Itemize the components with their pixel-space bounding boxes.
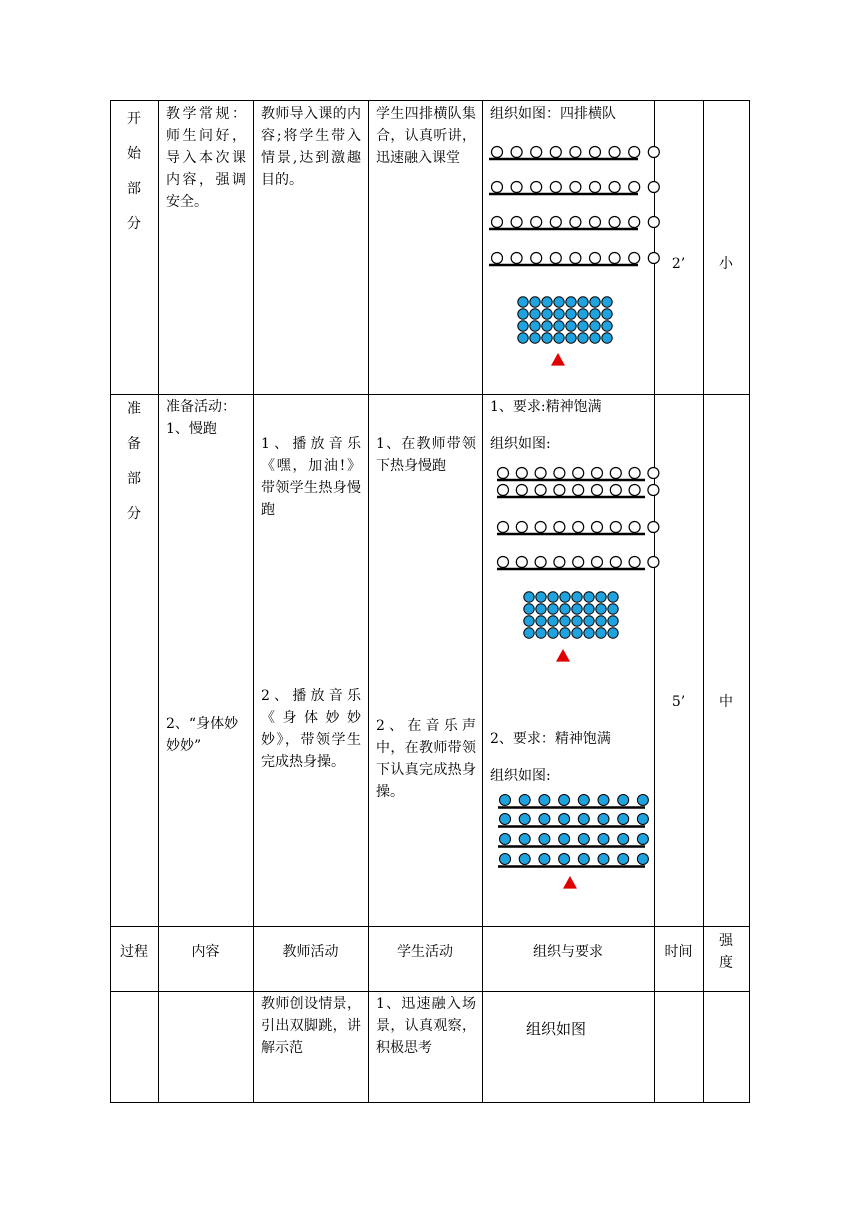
hollow-student-icon — [573, 468, 584, 479]
student-dot-icon — [524, 616, 534, 626]
hollow-student-icon — [590, 217, 601, 228]
student-dot-icon — [578, 854, 589, 865]
student-dot-icon — [519, 814, 530, 825]
student-dot-icon — [554, 333, 564, 343]
hollow-student-icon — [609, 182, 620, 193]
hollow-student-icon — [648, 468, 659, 479]
student-dot-icon — [584, 604, 594, 614]
stage-label-prep: 准 备 部 分 — [127, 401, 141, 522]
hollow-student-icon — [492, 253, 503, 264]
student-dot-icon — [598, 834, 609, 845]
header-content: 内容 — [191, 944, 220, 960]
student-dot-icon — [500, 795, 511, 806]
hollow-student-icon — [610, 557, 621, 568]
student-dot-icon — [566, 309, 576, 319]
student-dot-icon — [618, 854, 629, 865]
hollow-student-icon — [629, 468, 640, 479]
student-dot-icon — [530, 309, 540, 319]
student-dot-icon — [530, 321, 540, 331]
prep-student-activity-2: 2、在音乐声中，在教师带领下认真完成热身操。 — [376, 718, 476, 800]
student-dot-icon — [596, 616, 606, 626]
header-time: 时间 — [664, 944, 693, 960]
teacher-triangle-icon — [563, 876, 577, 889]
student-dot-icon — [578, 297, 588, 307]
hollow-student-icon — [629, 253, 640, 264]
student-dot-icon — [572, 616, 582, 626]
hollow-student-icon — [511, 147, 522, 158]
student-dot-icon — [539, 834, 550, 845]
student-dot-icon — [578, 834, 589, 845]
hollow-student-icon — [592, 468, 603, 479]
hollow-student-icon — [550, 217, 561, 228]
student-dot-icon — [519, 834, 530, 845]
student-dot-icon — [536, 604, 546, 614]
hollow-student-icon — [570, 253, 581, 264]
student-dot-icon — [559, 854, 570, 865]
hollow-student-icon — [570, 182, 581, 193]
student-dot-icon — [548, 592, 558, 602]
student-dot-icon — [524, 628, 534, 638]
student-dot-icon — [566, 333, 576, 343]
student-dot-icon — [608, 592, 618, 602]
student-dot-icon — [554, 321, 564, 331]
start-org-title: 组织如图：四排横队 — [490, 106, 616, 122]
hollow-student-icon — [550, 253, 561, 264]
student-dot-icon — [618, 814, 629, 825]
hollow-student-icon — [492, 147, 503, 158]
start-teacher-activity: 教师导入课的内容;将学生带入情景,达到激趣目的。 — [261, 106, 361, 188]
student-dot-icon — [608, 616, 618, 626]
student-dot-icon — [554, 309, 564, 319]
student-dot-icon — [608, 628, 618, 638]
prep-time: 5’ — [671, 694, 686, 710]
hollow-student-icon — [550, 182, 561, 193]
hollow-student-icon — [511, 182, 522, 193]
student-dot-icon — [560, 628, 570, 638]
student-dot-icon — [554, 297, 564, 307]
hollow-student-icon — [498, 557, 509, 568]
hollow-student-icon — [570, 147, 581, 158]
hollow-student-icon — [554, 557, 565, 568]
student-dot-icon — [530, 297, 540, 307]
teacher-triangle-icon — [556, 649, 570, 662]
prep-teacher-activity-1: 1、播放音乐《嘿，加油!》带领学生热身慢跑 — [261, 436, 361, 518]
student-dot-icon — [536, 592, 546, 602]
hollow-student-icon — [610, 468, 621, 479]
student-dot-icon — [637, 854, 648, 865]
student-dot-icon — [584, 628, 594, 638]
hollow-student-icon — [570, 217, 581, 228]
hollow-student-icon — [648, 182, 659, 193]
student-dot-icon — [596, 592, 606, 602]
hollow-student-icon — [629, 217, 640, 228]
student-dot-icon — [560, 592, 570, 602]
student-dot-icon — [618, 834, 629, 845]
student-dot-icon — [578, 814, 589, 825]
prep-content-2: 2、“身体妙妙妙” — [166, 716, 239, 754]
hollow-student-icon — [590, 182, 601, 193]
hollow-student-icon — [554, 522, 565, 533]
hollow-student-icon — [592, 522, 603, 533]
hollow-student-icon — [531, 217, 542, 228]
student-dot-icon — [578, 795, 589, 806]
hollow-student-icon — [609, 217, 620, 228]
student-dot-icon — [524, 592, 534, 602]
header-student: 学生活动 — [397, 944, 453, 960]
student-dot-icon — [519, 795, 530, 806]
student-dot-icon — [542, 333, 552, 343]
prep-org-req-2: 2、要求：精神饱满 — [490, 731, 611, 747]
student-dot-icon — [602, 309, 612, 319]
student-dot-icon — [500, 854, 511, 865]
hollow-student-icon — [554, 485, 565, 496]
hollow-student-icon — [648, 557, 659, 568]
student-dot-icon — [518, 321, 528, 331]
student-dot-icon — [608, 604, 618, 614]
student-dot-icon — [637, 834, 648, 845]
student-dot-icon — [518, 333, 528, 343]
hollow-student-icon — [498, 468, 509, 479]
lesson-plan-table — [110, 100, 750, 1103]
hollow-student-icon — [516, 468, 527, 479]
student-dot-icon — [578, 309, 588, 319]
hollow-student-icon — [550, 147, 561, 158]
student-dot-icon — [536, 616, 546, 626]
student-dot-icon — [560, 604, 570, 614]
hollow-student-icon — [498, 522, 509, 533]
hollow-student-icon — [516, 557, 527, 568]
student-dot-icon — [572, 592, 582, 602]
hollow-student-icon — [648, 147, 659, 158]
hollow-student-icon — [554, 468, 565, 479]
student-dot-icon — [536, 628, 546, 638]
hollow-student-icon — [629, 147, 640, 158]
student-dot-icon — [602, 321, 612, 331]
hollow-student-icon — [629, 485, 640, 496]
start-student-activity: 学生四排横队集合，认真听讲，迅速融入课堂 — [376, 106, 476, 166]
teacher-triangle-icon — [551, 353, 565, 366]
prep-org-req-1: 1、要求:精神饱满 — [490, 399, 602, 415]
hollow-student-icon — [610, 522, 621, 533]
student-dot-icon — [560, 616, 570, 626]
hollow-student-icon — [573, 557, 584, 568]
student-dot-icon — [530, 333, 540, 343]
hollow-student-icon — [590, 147, 601, 158]
hollow-student-icon — [531, 147, 542, 158]
prep-org-fig-2: 组织如图: — [490, 768, 551, 784]
header-teacher: 教师活动 — [282, 944, 339, 960]
student-dot-icon — [566, 297, 576, 307]
hollow-student-icon — [573, 522, 584, 533]
header-intensity: 强度 — [719, 933, 733, 971]
hollow-student-icon — [648, 522, 659, 533]
next-org: 组织如图 — [526, 1020, 587, 1038]
hollow-student-icon — [492, 217, 503, 228]
student-dot-icon — [637, 814, 648, 825]
student-dot-icon — [566, 321, 576, 331]
student-dot-icon — [539, 854, 550, 865]
stage-label-start: 开 始 部 分 — [127, 111, 141, 232]
start-intensity: 小 — [719, 256, 733, 272]
student-dot-icon — [542, 321, 552, 331]
student-dot-icon — [548, 616, 558, 626]
hollow-student-icon — [648, 485, 659, 496]
hollow-student-icon — [516, 522, 527, 533]
student-dot-icon — [637, 795, 648, 806]
prep-intensity: 中 — [719, 694, 733, 710]
student-dot-icon — [559, 795, 570, 806]
hollow-student-icon — [592, 557, 603, 568]
student-dot-icon — [542, 309, 552, 319]
student-dot-icon — [539, 795, 550, 806]
student-dot-icon — [518, 297, 528, 307]
student-dot-icon — [596, 628, 606, 638]
student-dot-icon — [590, 321, 600, 331]
prep-content-1: 准备活动：1、慢跑 — [166, 399, 236, 437]
start-time: 2’ — [671, 256, 686, 272]
student-dot-icon — [542, 297, 552, 307]
student-dot-icon — [602, 297, 612, 307]
student-dot-icon — [584, 592, 594, 602]
student-dot-icon — [590, 333, 600, 343]
next-student-activity: 1、迅速融入场景，认真观察，积极思考 — [376, 996, 476, 1056]
student-dot-icon — [584, 616, 594, 626]
next-teacher-activity: 教师创设情景，引出双脚跳，讲解示范 — [261, 996, 361, 1056]
student-dot-icon — [500, 834, 511, 845]
student-dot-icon — [596, 604, 606, 614]
student-dot-icon — [572, 628, 582, 638]
student-dot-icon — [598, 795, 609, 806]
student-dot-icon — [598, 854, 609, 865]
student-dot-icon — [572, 604, 582, 614]
hollow-student-icon — [535, 557, 546, 568]
header-process: 过程 — [120, 944, 148, 960]
student-dot-icon — [519, 854, 530, 865]
hollow-student-icon — [592, 485, 603, 496]
hollow-student-icon — [648, 217, 659, 228]
student-dot-icon — [590, 297, 600, 307]
student-dot-icon — [548, 628, 558, 638]
start-content: 教学常规：师生问好，导入本次课内容，强调安全。 — [166, 106, 246, 210]
hollow-student-icon — [531, 253, 542, 264]
hollow-student-icon — [535, 485, 546, 496]
student-dot-icon — [518, 309, 528, 319]
hollow-student-icon — [610, 485, 621, 496]
student-dot-icon — [618, 795, 629, 806]
student-dot-icon — [590, 309, 600, 319]
hollow-student-icon — [511, 217, 522, 228]
hollow-student-icon — [573, 485, 584, 496]
hollow-student-icon — [511, 253, 522, 264]
student-dot-icon — [578, 333, 588, 343]
student-dot-icon — [598, 814, 609, 825]
hollow-student-icon — [492, 182, 503, 193]
student-dot-icon — [539, 814, 550, 825]
hollow-student-icon — [590, 253, 601, 264]
student-dot-icon — [548, 604, 558, 614]
header-org: 组织与要求 — [533, 944, 603, 960]
prep-student-activity-1: 1、在教师带领下热身慢跑 — [376, 436, 476, 474]
student-dot-icon — [559, 814, 570, 825]
student-dot-icon — [500, 814, 511, 825]
hollow-student-icon — [498, 485, 509, 496]
hollow-student-icon — [609, 253, 620, 264]
hollow-student-icon — [629, 557, 640, 568]
hollow-student-icon — [535, 522, 546, 533]
hollow-student-icon — [629, 182, 640, 193]
hollow-student-icon — [516, 485, 527, 496]
student-dot-icon — [559, 834, 570, 845]
hollow-student-icon — [531, 182, 542, 193]
prep-teacher-activity-2: 2、播放音乐《身体妙妙妙》，带领学生完成热身操。 — [261, 688, 361, 770]
hollow-student-icon — [629, 522, 640, 533]
student-dot-icon — [524, 604, 534, 614]
student-dot-icon — [578, 321, 588, 331]
hollow-student-icon — [535, 468, 546, 479]
hollow-student-icon — [609, 147, 620, 158]
prep-org-fig-1: 组织如图: — [490, 436, 551, 452]
student-dot-icon — [602, 333, 612, 343]
